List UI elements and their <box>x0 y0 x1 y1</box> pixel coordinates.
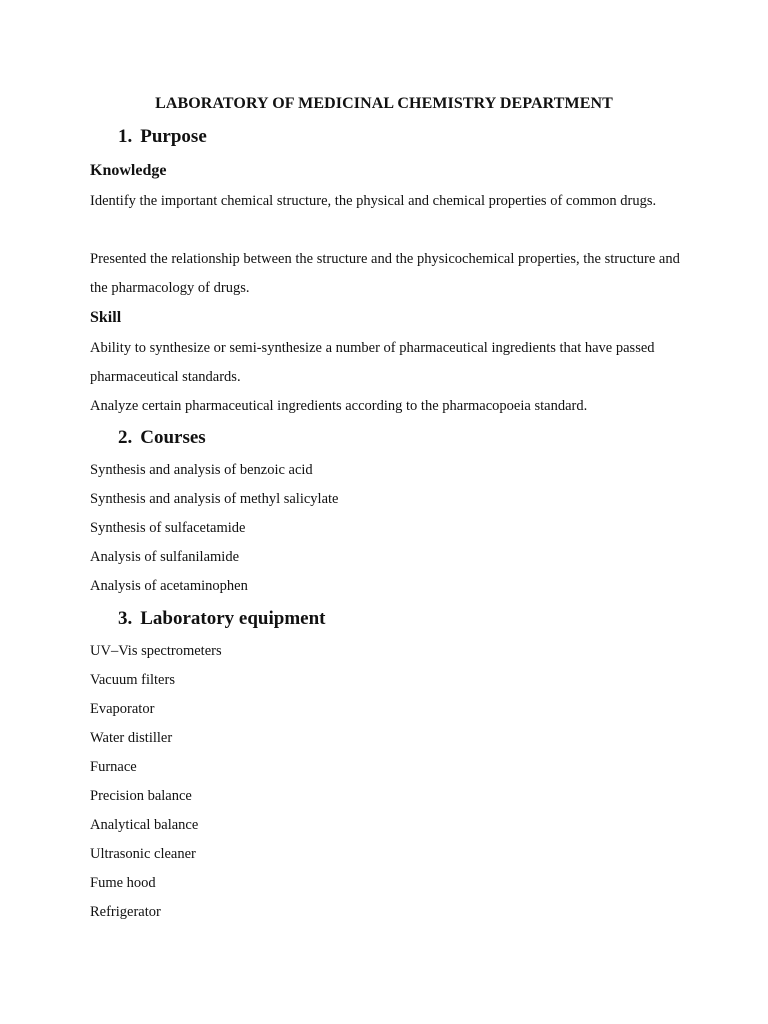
section-heading-courses <box>118 426 206 450</box>
list-item: Analysis of sulfanilamide <box>90 549 240 565</box>
section-title: Courses <box>140 427 206 448</box>
list-item: UV–Vis spectrometers <box>90 643 222 659</box>
section-number: 3. <box>118 608 133 629</box>
list-item: Synthesis and analysis of methyl salicylate <box>90 491 339 507</box>
subheading-knowledge: Knowledge <box>90 162 167 179</box>
list-item: Synthesis and analysis of benzoic acid <box>90 462 313 478</box>
skill-paragraph: Analyze certain pharmaceutical ingredients according to the pharmacopoeia standard. <box>90 398 588 414</box>
knowledge-paragraph: Presented the relationship between the structure and the physicochemical properties, the structure and the pharmacology of drugs. <box>90 251 680 296</box>
section-number: 2. <box>118 427 133 448</box>
list-item: Furnace <box>90 759 137 775</box>
section-number: 1. <box>118 126 133 147</box>
section-title: Laboratory equipment <box>140 608 326 629</box>
document-title: LABORATORY OF MEDICINAL CHEMISTRY DEPARTMENT <box>155 95 613 112</box>
list-item: Vacuum filters <box>90 672 175 688</box>
skill-paragraph: Ability to synthesize or semi-synthesize a number of pharmaceutical ingredients that have passed pharmaceutical standards. <box>90 340 655 385</box>
list-item: Fume hood <box>90 875 156 891</box>
list-item: Evaporator <box>90 701 155 717</box>
list-item: Ultrasonic cleaner <box>90 846 196 862</box>
list-item: Refrigerator <box>90 904 161 920</box>
knowledge-paragraph: Identify the important chemical structure, the physical and chemical properties of common drugs. <box>90 193 657 209</box>
section-heading-purpose <box>118 125 207 149</box>
list-item: Synthesis of sulfacetamide <box>90 520 246 536</box>
list-item: Analytical balance <box>90 817 199 833</box>
list-item: Water distiller <box>90 730 173 746</box>
subheading-skill: Skill <box>90 309 122 326</box>
equipment-list <box>90 637 222 927</box>
courses-list <box>90 456 338 601</box>
section-heading-laboratory-equipment <box>118 607 326 631</box>
list-item: Precision balance <box>90 788 192 804</box>
section-title: Purpose <box>140 126 207 147</box>
list-item: Analysis of acetaminophen <box>90 578 248 594</box>
